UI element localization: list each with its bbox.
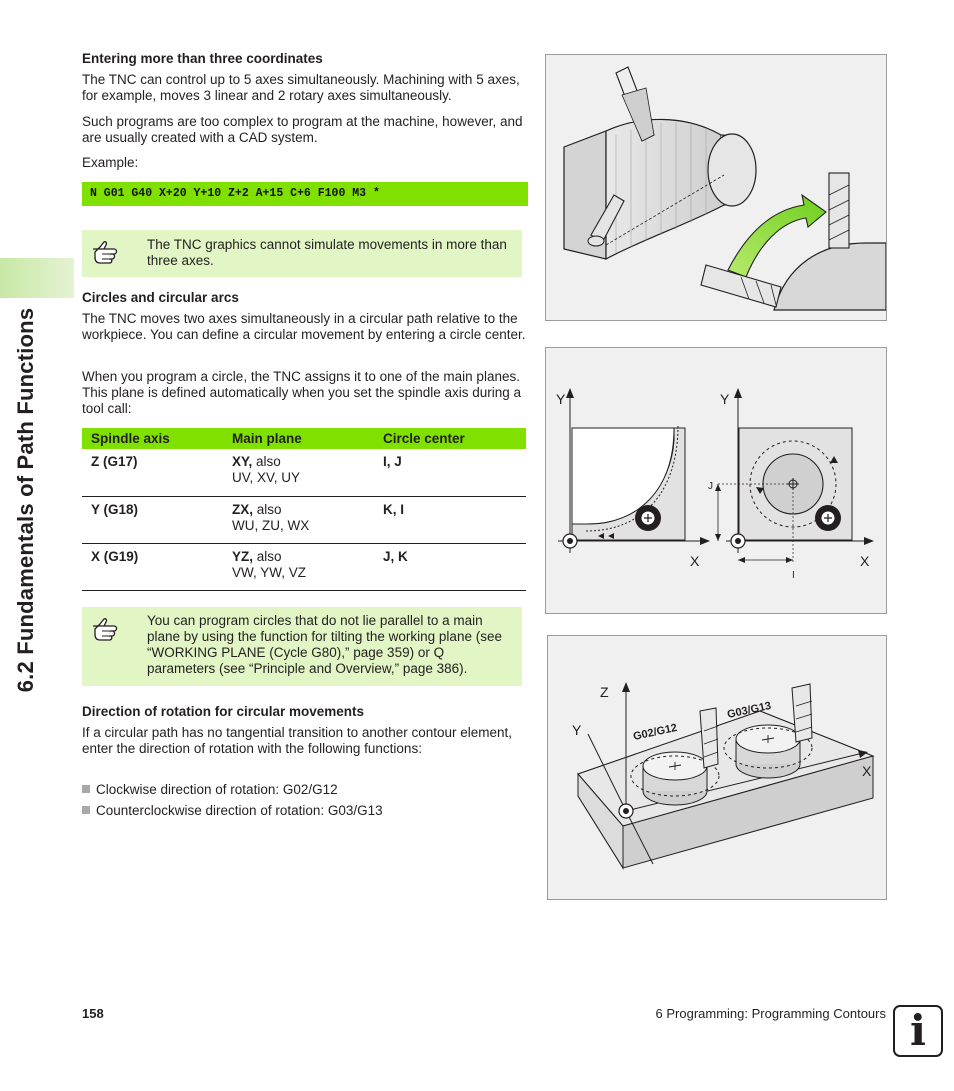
list-item: Clockwise direction of rotation: G02/G12 [82, 782, 338, 798]
paragraph-circle-center: The TNC moves two axes simultaneously in a circular path relative to the workpiece. You can define a circular movement by entering a circle center. [82, 311, 526, 342]
page-number: 158 [82, 1006, 104, 1021]
label-clockwise-g02-g12: G02/G12 [632, 721, 679, 743]
paragraph-main-planes: When you program a circle, the TNC assigns it to one of the main planes. This plane is defined automatically when you set the spindle axis during a tool call: [82, 369, 522, 416]
axis-label-y: Y [572, 722, 582, 738]
axis-label-y-left: Y [556, 391, 566, 407]
axis-label-x-right: X [860, 553, 870, 569]
cell-circle-center: J, K [374, 543, 526, 590]
cell-spindle-axis: Y (G18) [82, 496, 223, 543]
axis-label-y-right: Y [720, 391, 730, 407]
list-item: Counterclockwise direction of rotation: G03/G13 [82, 803, 383, 819]
dimension-label-i: I [792, 570, 795, 581]
heading-more-than-three-coordinates: Entering more than three coordinates [82, 51, 323, 66]
table-row [82, 496, 526, 543]
note-box-tilting [82, 607, 522, 686]
label-counterclockwise-g03-g13: G03/G13 [726, 699, 773, 721]
paragraph-tangential-transition: If a circular path has no tangential transition to another contour element, enter the direction of rotation with the following functions: [82, 725, 513, 756]
figure-five-axis-machining [545, 54, 887, 321]
pointing-hand-icon [92, 240, 128, 264]
rotation-direction-illustration [548, 636, 886, 899]
table-row [82, 449, 526, 496]
heading-direction-of-rotation: Direction of rotation for circular movements [82, 704, 365, 719]
chapter-tab-marker [0, 258, 74, 298]
axis-label-z: Z [600, 684, 609, 700]
dimension-label-j: J [708, 481, 713, 492]
header-main-plane: Main plane [223, 428, 374, 449]
cell-spindle-axis: Z (G17) [82, 449, 223, 496]
cell-main-plane: ZX, also WU, ZU, WX [223, 496, 374, 543]
paragraph-cad-system: Such programs are too complex to program at the machine, however, and are usually created with a CAD system. [82, 114, 523, 145]
axis-label-x-left: X [690, 553, 700, 569]
cell-main-plane: XY, also UV, XV, UY [223, 449, 374, 496]
footer-chapter-title: 6 Programming: Programming Contours [655, 1006, 886, 1021]
circle-center-diagram [546, 348, 886, 613]
table-row [82, 543, 526, 590]
header-circle-center: Circle center [374, 428, 526, 449]
code-example-line: N G01 G40 X+20 Y+10 Z+2 A+15 C+6 F100 M3 * [82, 182, 528, 206]
chapter-title-vertical: 6.2 Fundamentals of Path Functions [13, 307, 38, 693]
cell-circle-center: K, I [374, 496, 526, 543]
cell-spindle-axis: X (G19) [82, 543, 223, 590]
axis-label-x: X [862, 763, 872, 779]
info-icon: i [893, 1005, 943, 1057]
five-axis-illustration [546, 55, 886, 320]
note-box-graphics [82, 230, 522, 277]
paragraph-five-axes: The TNC can control up to 5 axes simultaneously. Machining with 5 axes, for example, moves 3 linear and 2 rotary axes simultaneously. [82, 72, 520, 103]
note-text-tilting: You can program circles that do not lie parallel to a main plane by using the function for tilting the working plane (see “WORKING PLANE (Cycle G80),” page 359) or Q parameters (see “Principle and Overview,” page 386). [147, 613, 502, 676]
example-label: Example: [82, 155, 139, 170]
heading-circles-and-arcs: Circles and circular arcs [82, 290, 239, 305]
bullet-square-icon [82, 785, 90, 793]
header-spindle-axis: Spindle axis [82, 428, 223, 449]
note-text-graphics: The TNC graphics cannot simulate movements in more than three axes. [147, 237, 507, 268]
spindle-axis-table [82, 428, 526, 591]
table-header-row [82, 428, 526, 449]
figure-direction-of-rotation [547, 635, 887, 900]
figure-circle-center-xy [545, 347, 887, 614]
cell-circle-center: I, J [374, 449, 526, 496]
pointing-hand-icon [92, 617, 128, 641]
bullet-square-icon [82, 806, 90, 814]
cell-main-plane: YZ, also VW, YW, VZ [223, 543, 374, 590]
